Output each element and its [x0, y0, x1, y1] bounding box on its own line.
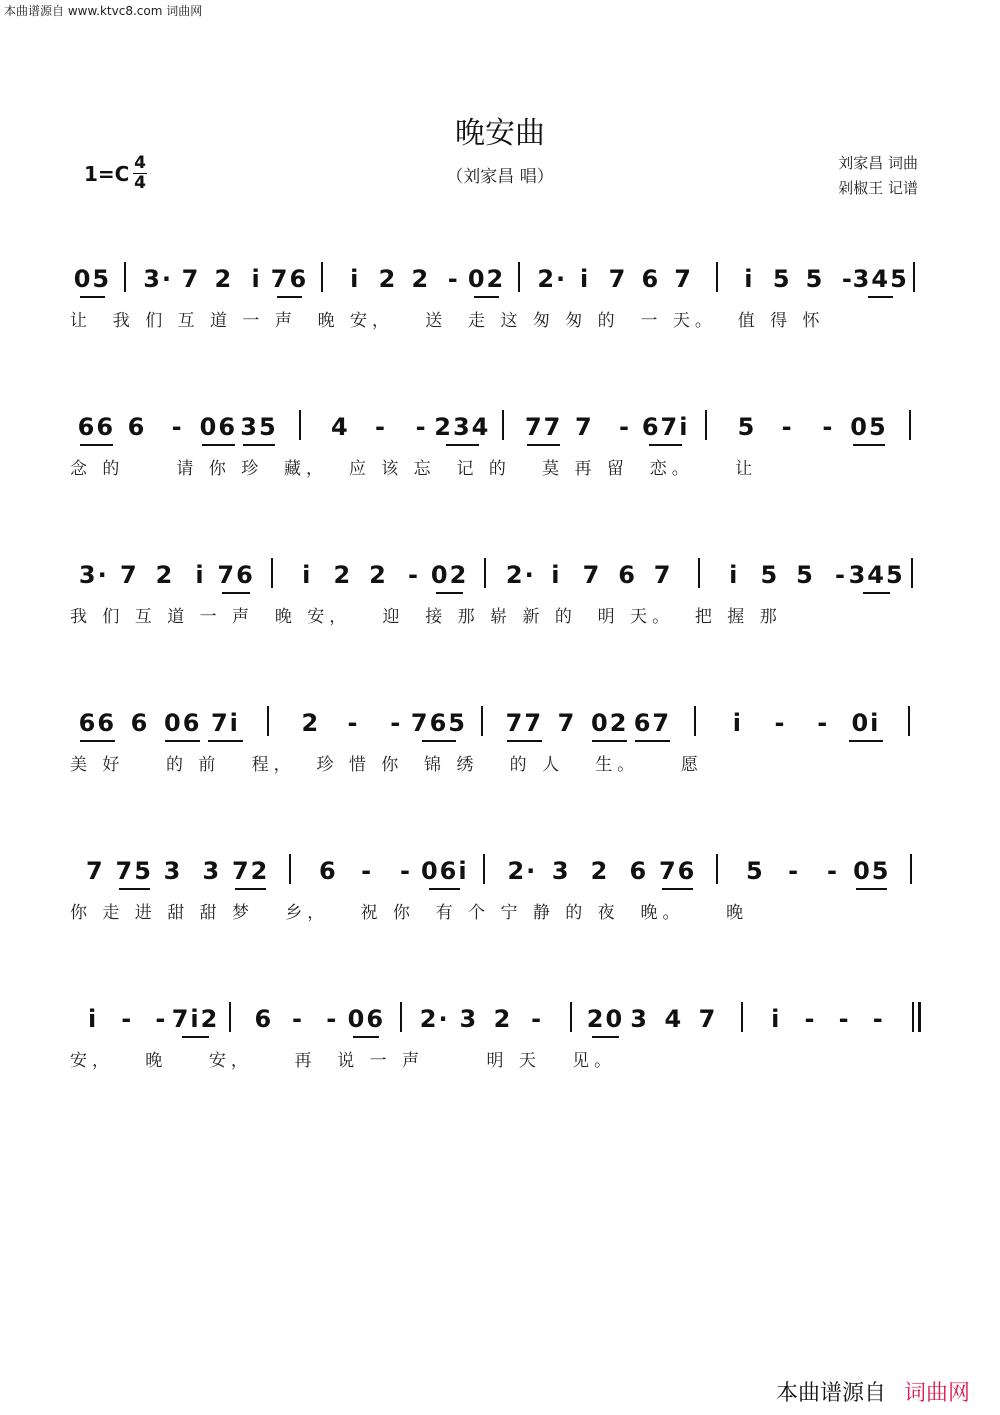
note: 7i2 [171, 1005, 220, 1033]
note: - [390, 709, 403, 737]
note: 2 [214, 265, 234, 293]
beam-underline [856, 888, 887, 890]
time-signature-top: 4 [134, 153, 146, 173]
key-signature: 1=C [84, 162, 130, 186]
note: 72 [231, 857, 270, 885]
note: 76 [270, 265, 309, 293]
barline [909, 410, 911, 440]
note: 3 [551, 857, 571, 885]
note: - [826, 857, 839, 885]
note: - [171, 413, 184, 441]
barline [481, 706, 483, 736]
note: 6 [618, 561, 637, 589]
beam-underline [80, 740, 115, 742]
beam-underline [235, 888, 266, 890]
beam-underline [592, 740, 627, 742]
barline [483, 854, 485, 884]
beam-underline [446, 444, 479, 446]
beam-underline [277, 296, 302, 298]
note: 7 [653, 561, 673, 589]
lyric-line-2: 念 的 请 你 珍 藏， 应 该 忘 记 的 莫 再 留 恋。 让 [70, 459, 758, 479]
beam-underline [353, 1036, 379, 1038]
note: - [361, 857, 374, 885]
note: - [326, 1005, 339, 1033]
beam-underline [527, 444, 560, 446]
note: 765 [410, 709, 467, 737]
final-barline [912, 1002, 920, 1032]
note: 7 [181, 265, 201, 293]
note: 7 [557, 709, 577, 737]
note: 2· [507, 857, 538, 885]
note: - [447, 265, 460, 293]
note: i [350, 265, 361, 293]
note: 5 [760, 561, 780, 589]
lyric-line-4: 美 好 的 前 程， 珍 惜 你 锦 绣 的 人 生。 愿 [70, 755, 703, 775]
note: 05 [850, 413, 888, 441]
note: 05 [853, 857, 891, 885]
beam-underline [119, 888, 150, 890]
note: 2 [333, 561, 353, 589]
note: 7 [574, 413, 594, 441]
note: 3 [163, 857, 183, 885]
lyric-line-5: 你 走 进 甜 甜 梦 乡， 祝 你 有 个 宁 静 的 夜 晚。 晚 [70, 903, 749, 923]
note: 2 [369, 561, 388, 589]
beam-underline [507, 740, 542, 742]
note: 2 [411, 265, 431, 293]
barline [267, 706, 269, 736]
note: 2· [505, 561, 536, 589]
note: - [292, 1005, 305, 1033]
note: - [781, 413, 794, 441]
credit-lyrics-music: 刘家昌 词曲 [838, 154, 918, 172]
barline [694, 706, 696, 736]
note: 2 [378, 265, 398, 293]
barline [321, 262, 323, 292]
note: 3 [630, 1005, 649, 1033]
note: 77 [505, 709, 544, 737]
note: 7 [120, 561, 139, 589]
barline [705, 410, 707, 440]
beam-underline [849, 740, 884, 742]
note: 06 [164, 709, 202, 737]
barline [698, 558, 700, 588]
note: - [841, 265, 854, 293]
barline [502, 410, 504, 440]
note: 67i [641, 413, 690, 441]
barline [910, 854, 912, 884]
note: i [732, 709, 743, 737]
note: 5 [737, 413, 757, 441]
beam-underline [662, 888, 693, 890]
note: i [551, 561, 562, 589]
note: 05 [73, 265, 112, 293]
time-signature [132, 154, 148, 193]
beam-underline [474, 296, 499, 298]
note: 4 [330, 413, 350, 441]
note: - [838, 1005, 851, 1033]
note: 76 [217, 561, 255, 589]
note: 7 [582, 561, 602, 589]
barline [911, 558, 913, 588]
song-title: 晚安曲 [455, 116, 545, 151]
beam-underline [243, 444, 276, 446]
note: 3· [143, 265, 174, 293]
note: 67 [633, 709, 672, 737]
singer-note: （刘家昌 唱） [446, 167, 554, 187]
barline [518, 262, 520, 292]
note: 6 [318, 857, 338, 885]
note: i [195, 561, 206, 589]
note: 345 [848, 561, 905, 589]
note: - [155, 1005, 168, 1033]
note: 6 [629, 857, 649, 885]
note: i [744, 265, 755, 293]
barline [124, 262, 126, 292]
note: 7i [210, 709, 240, 737]
note: - [872, 1005, 885, 1033]
note: 7 [608, 265, 628, 293]
note: 3 [459, 1005, 479, 1033]
barline [400, 1002, 402, 1032]
note: i [771, 1005, 782, 1033]
note: 234 [434, 413, 491, 441]
note: 2· [537, 265, 568, 293]
note: 7 [674, 265, 693, 293]
barline [289, 854, 291, 884]
note: 3· [78, 561, 109, 589]
note: 2· [419, 1005, 450, 1033]
note: - [817, 709, 830, 737]
note: 0i [851, 709, 881, 737]
beam-underline [80, 444, 113, 446]
note: - [347, 709, 360, 737]
note: 06 [199, 413, 238, 441]
note: 20 [586, 1005, 625, 1033]
beam-underline [80, 296, 105, 298]
score-line-2 [0, 406, 1000, 516]
note: 75 [115, 857, 153, 885]
note: i [302, 561, 313, 589]
beam-underline [635, 740, 670, 742]
barline [908, 706, 910, 736]
note: 77 [524, 413, 563, 441]
barline [741, 1002, 743, 1032]
score-line-1 [0, 258, 1000, 368]
note: 3 [202, 857, 222, 885]
note: i [87, 1005, 99, 1033]
note: 2 [590, 857, 610, 885]
note: 6 [641, 265, 661, 293]
score-line-4 [0, 702, 1000, 812]
barline [716, 262, 718, 292]
beam-underline [649, 444, 682, 446]
beam-underline [863, 592, 891, 594]
note: i [729, 561, 740, 589]
note: 5 [805, 265, 825, 293]
barline [913, 262, 915, 292]
note: 7 [698, 1005, 718, 1033]
note: i [251, 265, 262, 293]
barline [570, 1002, 572, 1032]
note: 66 [78, 709, 117, 737]
beam-underline [853, 444, 886, 446]
note: 345 [852, 265, 909, 293]
barline [271, 558, 273, 588]
credit-transcriber: 剁椒王 记谱 [838, 179, 918, 197]
beam-underline [868, 296, 893, 298]
lyric-line-1: 让 我 们 互 道 一 声 晚 安， 送 走 这 匆 匆 的 一 天。 值 得 怀 [70, 311, 825, 331]
note: 5 [745, 857, 765, 885]
note: 02 [467, 265, 506, 293]
note: - [375, 413, 387, 441]
note: - [788, 857, 801, 885]
note: 06 [347, 1005, 386, 1033]
beam-underline [208, 740, 243, 742]
lyric-line-6: 安， 晚 安， 再 说 一 声 明 天 见。 [70, 1051, 617, 1071]
beam-underline [182, 1036, 208, 1038]
score-line-5 [0, 850, 1000, 960]
note: 6 [254, 1005, 274, 1033]
note: - [121, 1005, 134, 1033]
footer-brand [776, 1376, 970, 1407]
note: 4 [664, 1005, 684, 1033]
note: - [804, 1005, 817, 1033]
note: 06i [420, 857, 469, 885]
note: 66 [77, 413, 116, 441]
note: 2 [493, 1005, 513, 1033]
score-line-6 [0, 998, 1000, 1108]
beam-underline [222, 592, 250, 594]
note: 2 [301, 709, 321, 737]
note: 2 [155, 561, 175, 589]
beam-underline [165, 740, 200, 742]
note: - [822, 413, 835, 441]
note: - [399, 857, 412, 885]
footer-source: 本曲谱源自 [775, 1381, 886, 1406]
note: 35 [240, 413, 278, 441]
note: - [619, 413, 631, 441]
note: 6 [130, 709, 150, 737]
note: 76 [658, 857, 697, 885]
beam-underline [429, 888, 460, 890]
note: 5 [772, 265, 792, 293]
barline [716, 854, 718, 884]
barline [484, 558, 486, 588]
note: 7 [86, 857, 105, 885]
note: - [408, 561, 421, 589]
footer-brand-name: 词曲网 [903, 1381, 970, 1406]
beam-underline [202, 444, 235, 446]
time-signature-bottom: 4 [134, 173, 146, 193]
note: 02 [591, 709, 629, 737]
note: 02 [430, 561, 469, 589]
note: i [579, 265, 591, 293]
beam-underline [422, 740, 457, 742]
note: 5 [796, 561, 815, 589]
note: - [835, 561, 848, 589]
beam-underline [592, 1036, 618, 1038]
note: - [531, 1005, 544, 1033]
lyric-line-3: 我 们 互 道 一 声 晚 安， 迎 接 那 崭 新 的 明 天。 把 握 那 [70, 607, 782, 627]
score-line-3 [0, 554, 1000, 664]
beam-underline [436, 592, 464, 594]
barline [299, 410, 301, 440]
note: - [415, 413, 428, 441]
note: - [774, 709, 787, 737]
site-header: 本曲谱源自 www.ktvc8.com 词曲网 [4, 4, 203, 18]
barline [229, 1002, 231, 1032]
note: 6 [127, 413, 147, 441]
